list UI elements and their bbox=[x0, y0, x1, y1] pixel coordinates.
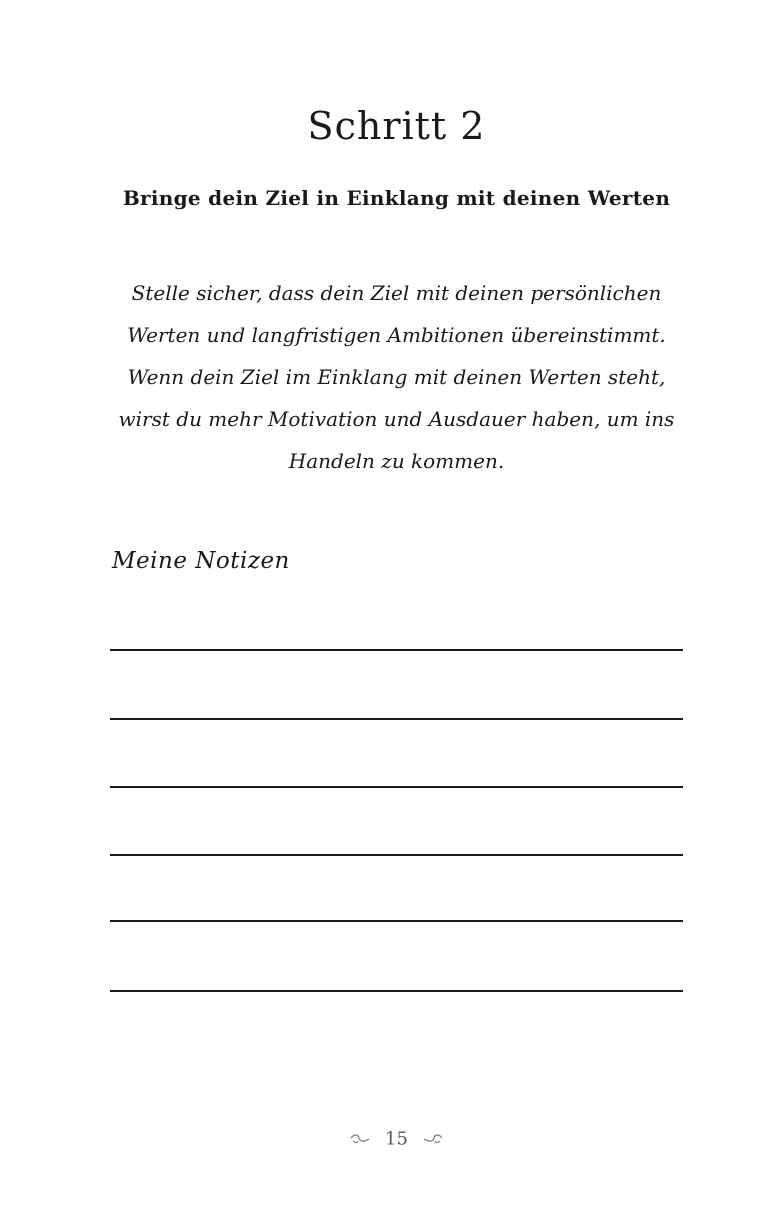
notes-heading: Meine Notizen bbox=[112, 548, 290, 574]
swirl-ornament-icon bbox=[422, 1133, 444, 1145]
note-line[interactable] bbox=[110, 649, 683, 651]
note-line[interactable] bbox=[110, 990, 683, 992]
page-footer bbox=[0, 1128, 765, 1150]
page-title: Schritt 2 bbox=[307, 104, 486, 148]
note-line[interactable] bbox=[110, 718, 683, 720]
note-line[interactable] bbox=[110, 786, 683, 788]
note-line[interactable] bbox=[110, 920, 683, 922]
note-line[interactable] bbox=[110, 854, 683, 856]
body-paragraph: Stelle sicher, dass dein Ziel mit deinen persönlichen Werten und langfristigen Ambitionen übereinstimmt. Wenn dein Ziel im Einklang mit deinen Werten steht, wirst du mehr Motivation und Ausdauer haben, um ins Handeln zu kommen. bbox=[118, 281, 675, 473]
swirl-ornament-icon bbox=[349, 1133, 371, 1145]
section-subtitle: Bringe dein Ziel in Einklang mit deinen Werten bbox=[122, 186, 671, 210]
page-number: 15 bbox=[385, 1128, 408, 1150]
